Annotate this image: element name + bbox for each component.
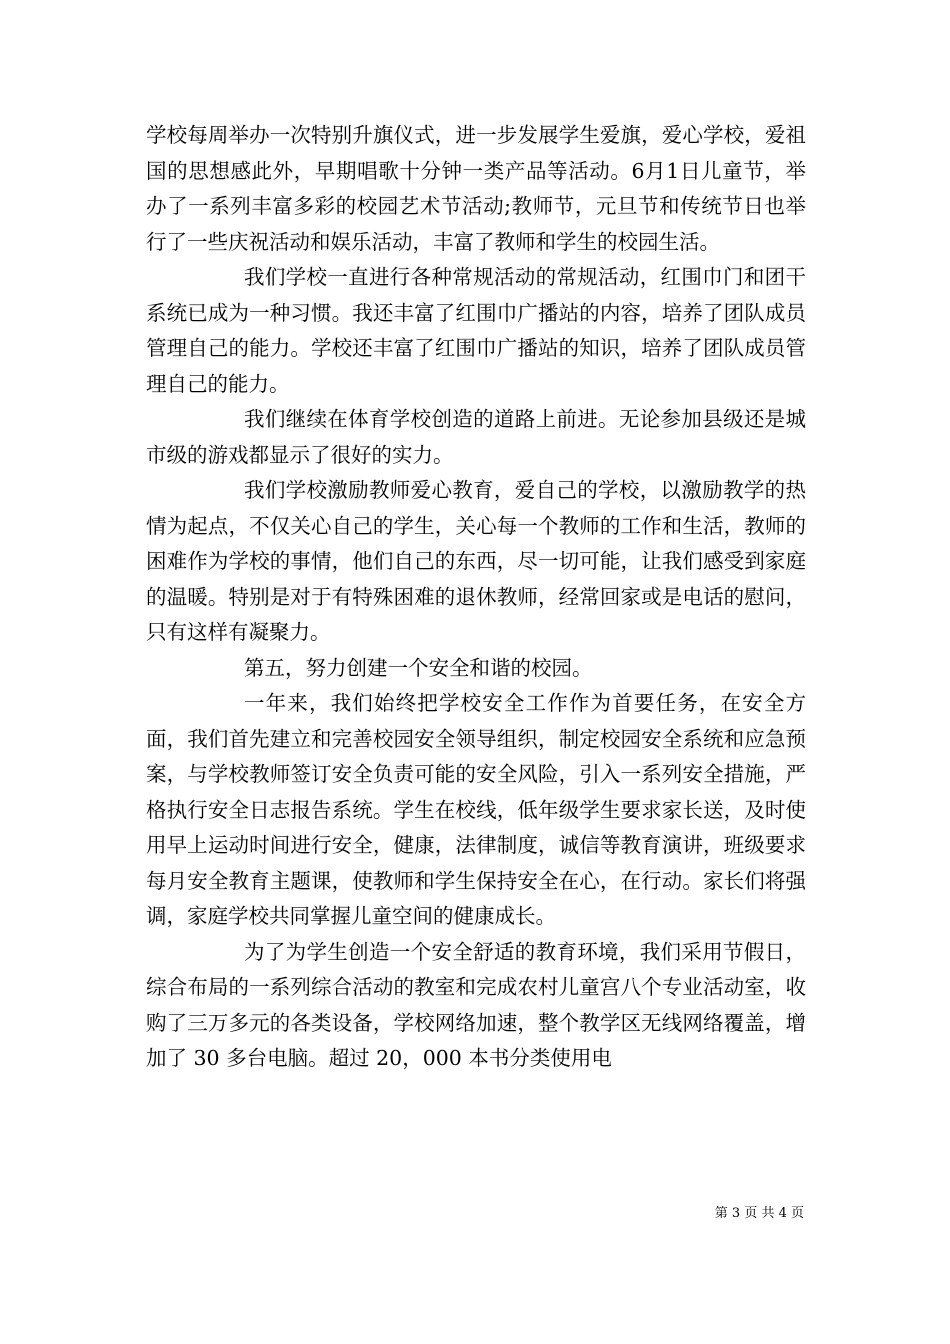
section-heading-5: 第五，努力创建一个安全和谐的校园。 — [244, 655, 593, 680]
page-number-footer: 第 3 页 共 4 页 — [714, 1206, 804, 1221]
paragraph-3: 我们继续在体育学校创造的道路上前进。无论参加县级还是城市级的游戏都显示了很好的实力。 — [146, 407, 806, 467]
paragraph-7: 为了为学生创造一个安全舒适的教育环境，我们采用节假日，综合布局的一系列综合活动的教室和完成农村儿童宫八个专业活动室，收购了三万多元的各类设备，学校网络加速，整个教学区无线网络覆盖，增加了 30 多台电脑。超过 20，000 本书分类使用电 — [146, 939, 806, 1070]
document-body — [146, 118, 806, 1077]
paragraph-2: 我们学校一直进行各种常规活动的常规活动，红围巾门和团干系统已成为一种习惯。我还丰富了红围巾广播站的内容，培养了团队成员管理自己的能力。学校还丰富了红围巾广播站的知识，培养了团队成员管理自己的能力。 — [146, 265, 806, 396]
paragraph-4: 我们学校激励教师爱心教育，爱自己的学校，以激励教学的热情为起点，不仅关心自己的学生，关心每一个教师的工作和生活，教师的困难作为学校的事情，他们自己的东西，尽一切可能，让我们感受到家庭的温暖。特别是对于有特殊困难的退休教师，经常回家或是电话的慰问，只有这样有凝聚力。 — [146, 478, 806, 644]
paragraph-1: 学校每周举办一次特别升旗仪式，进一步发展学生爱旗，爱心学校，爱祖国的思想感此外，早期唱歌十分钟一类产品等活动。6月1日儿童节，举办了一系列丰富多彩的校园艺术节活动;教师节，元旦节和传统节日也举行了一些庆祝活动和娱乐活动，丰富了教师和学生的校园生活。 — [146, 123, 806, 254]
paragraph-6: 一年来，我们始终把学校安全工作作为首要任务，在安全方面，我们首先建立和完善校园安全领导组织，制定校园安全系统和应急预案，与学校教师签订安全负责可能的安全风险，引入一系列安全措施，严格执行安全日志报告系统。学生在校线，低年级学生要求家长送，及时使用早上运动时间进行安全，健康，法律制度，诚信等教育演讲，班级要求每月安全教育主题课，使教师和学生保持安全在心，在行动。家长们将强调，家庭学校共同掌握儿童空间的健康成长。 — [146, 691, 806, 928]
